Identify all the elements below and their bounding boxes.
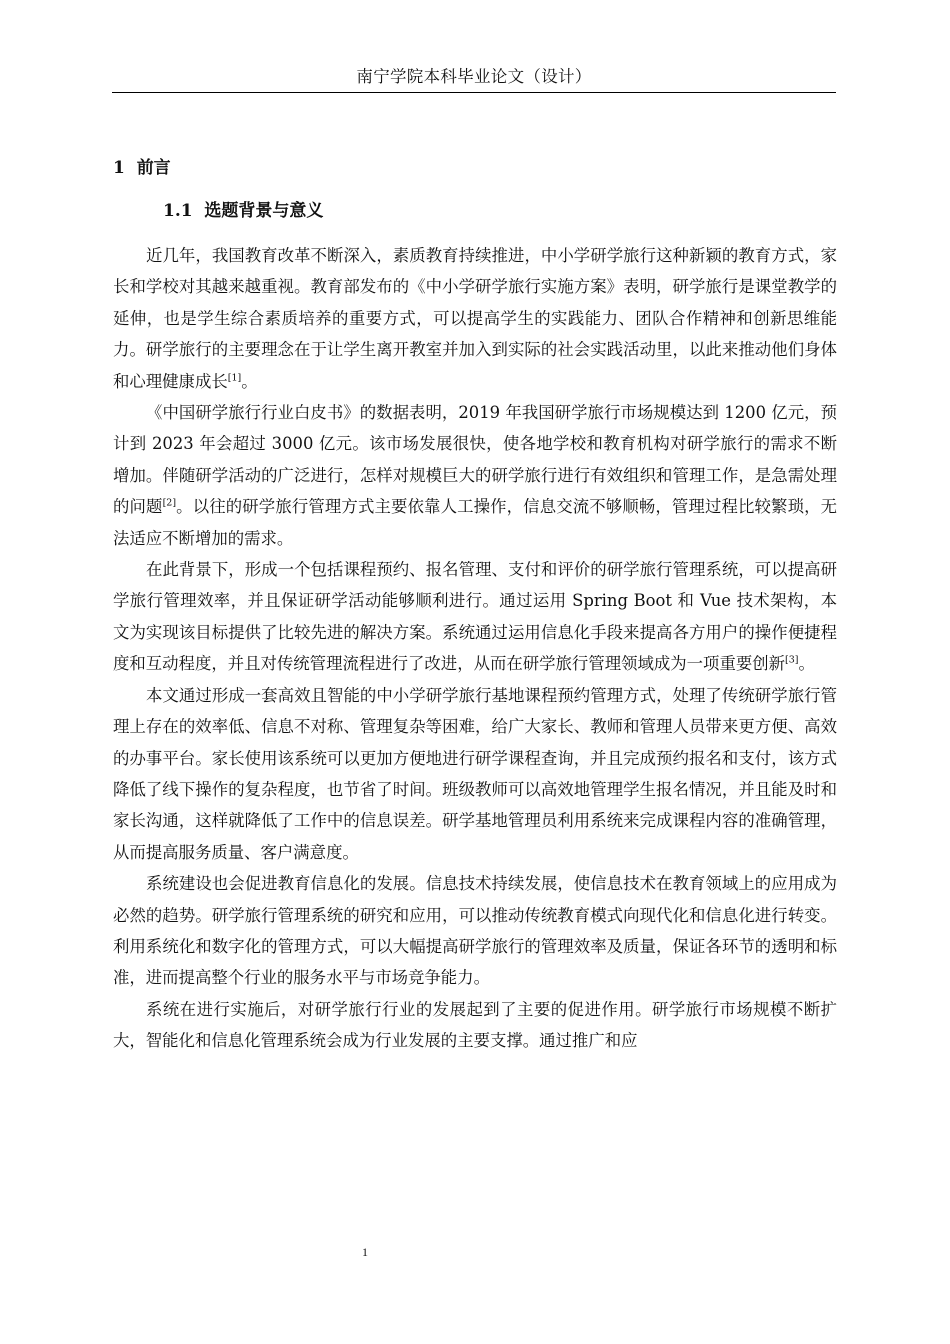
paragraph-text: 《中国研学旅行行业白皮书》的数据表明，2019 年我国研学旅行市场规模达到 1200 亿元，预计到 2023 年会超过 3000 亿元。该市场发展很快，使各地学校和教育机构对研学旅行的需求不断增加。伴随研学活动的广泛进行，怎样对规模巨大的研学旅行进行有效组织和管理工作，是急需处理的问题 (113, 403, 837, 517)
citation-ref: [1] (227, 372, 242, 384)
paragraph-text: 本文通过形成一套高效且智能的中小学研学旅行基地课程预约管理方式，处理了传统研学旅行管理上存在的效率低、信息不对称、管理复杂等困难，给广大家长、教师和管理人员带来更方便、高效的办事平台。家长使用该系统可以更加方便地进行研学课程查询，并且完成预约报名和支付，该方式降低了线下操作的复杂程度，也节省了时间。班级教师可以高效地管理学生报名情况，并且能及时和家长沟通，这样就降低了工作中的信息误差。研学基地管理员利用系统来完成课程内容的准确管理，从而提高服务质量、客户满意度。 (113, 685, 837, 862)
paragraph-tail: 。 (241, 371, 258, 391)
section-heading (113, 156, 171, 180)
paragraph-3 (113, 554, 837, 680)
section-title: 前言 (136, 158, 171, 178)
paragraph-tail: 。以往的研学旅行管理方式主要依靠人工操作，信息交流不够顺畅，管理过程比较繁琐，无法适应不断增加的需求。 (113, 497, 838, 548)
paragraph-6 (113, 994, 837, 1057)
subsection-heading (163, 199, 323, 223)
paragraph-tail: 。 (798, 654, 815, 674)
paragraph-4 (113, 680, 837, 868)
paragraph-5 (113, 868, 837, 994)
citation-ref: [3] (785, 654, 799, 666)
header-title: 南宁学院本科毕业论文（设计） (356, 67, 592, 86)
page-header (112, 66, 836, 93)
body-text (113, 240, 837, 1057)
page-number: 1 (362, 1245, 368, 1259)
paragraph-text: 近几年，我国教育改革不断深入，素质教育持续推进，中小学研学旅行这种新颖的教育方式，家长和学校对其越来越重视。教育部发布的《中小学研学旅行实施方案》表明，研学旅行是课堂教学的延伸，也是学生综合素质培养的重要方式，可以提高学生的实践能力、团队合作精神和创新思维能力。研学旅行的主要理念在于让学生离开教室并加入到实际的社会实践活动里，以此来推动他们身体和心理健康成长 (113, 246, 837, 391)
paragraph-text: 系统在进行实施后，对研学旅行行业的发展起到了主要的促进作用。研学旅行市场规模不断扩大，智能化和信息化管理系统会成为行业发展的主要支撑。通过推广和应 (113, 999, 837, 1051)
subsection-title: 选题背景与意义 (204, 201, 324, 221)
paragraph-2 (113, 397, 837, 554)
section-number: 1 (113, 158, 125, 178)
subsection-number: 1.1 (163, 201, 193, 221)
paragraph-text: 系统建设也会促进教育信息化的发展。信息技术持续发展，使信息技术在教育领域上的应用成为必然的趋势。研学旅行管理系统的研究和应用，可以推动传统教育模式向现代化和信息化进行转变。利用系统化和数字化的管理方式，可以大幅提高研学旅行的管理效率及质量，保证各环节的透明和标准，进而提高整个行业的服务水平与市场竞争能力。 (113, 874, 837, 988)
citation-ref: [2] (162, 497, 177, 509)
paragraph-1 (113, 240, 837, 397)
paragraph-text: 在此背景下，形成一个包括课程预约、报名管理、支付和评价的研学旅行管理系统，可以提高研学旅行管理效率，并且保证研学活动能够顺利进行。通过运用 Spring Boot 和 Vue 技术架构，本文为实现该目标提供了比较先进的解决方案。系统通过运用信息化手段来提高各方用户的操作便捷程度和互动程度，并且对传统管理流程进行了改进，从而在研学旅行管理领域成为一项重要创新 (113, 560, 837, 674)
